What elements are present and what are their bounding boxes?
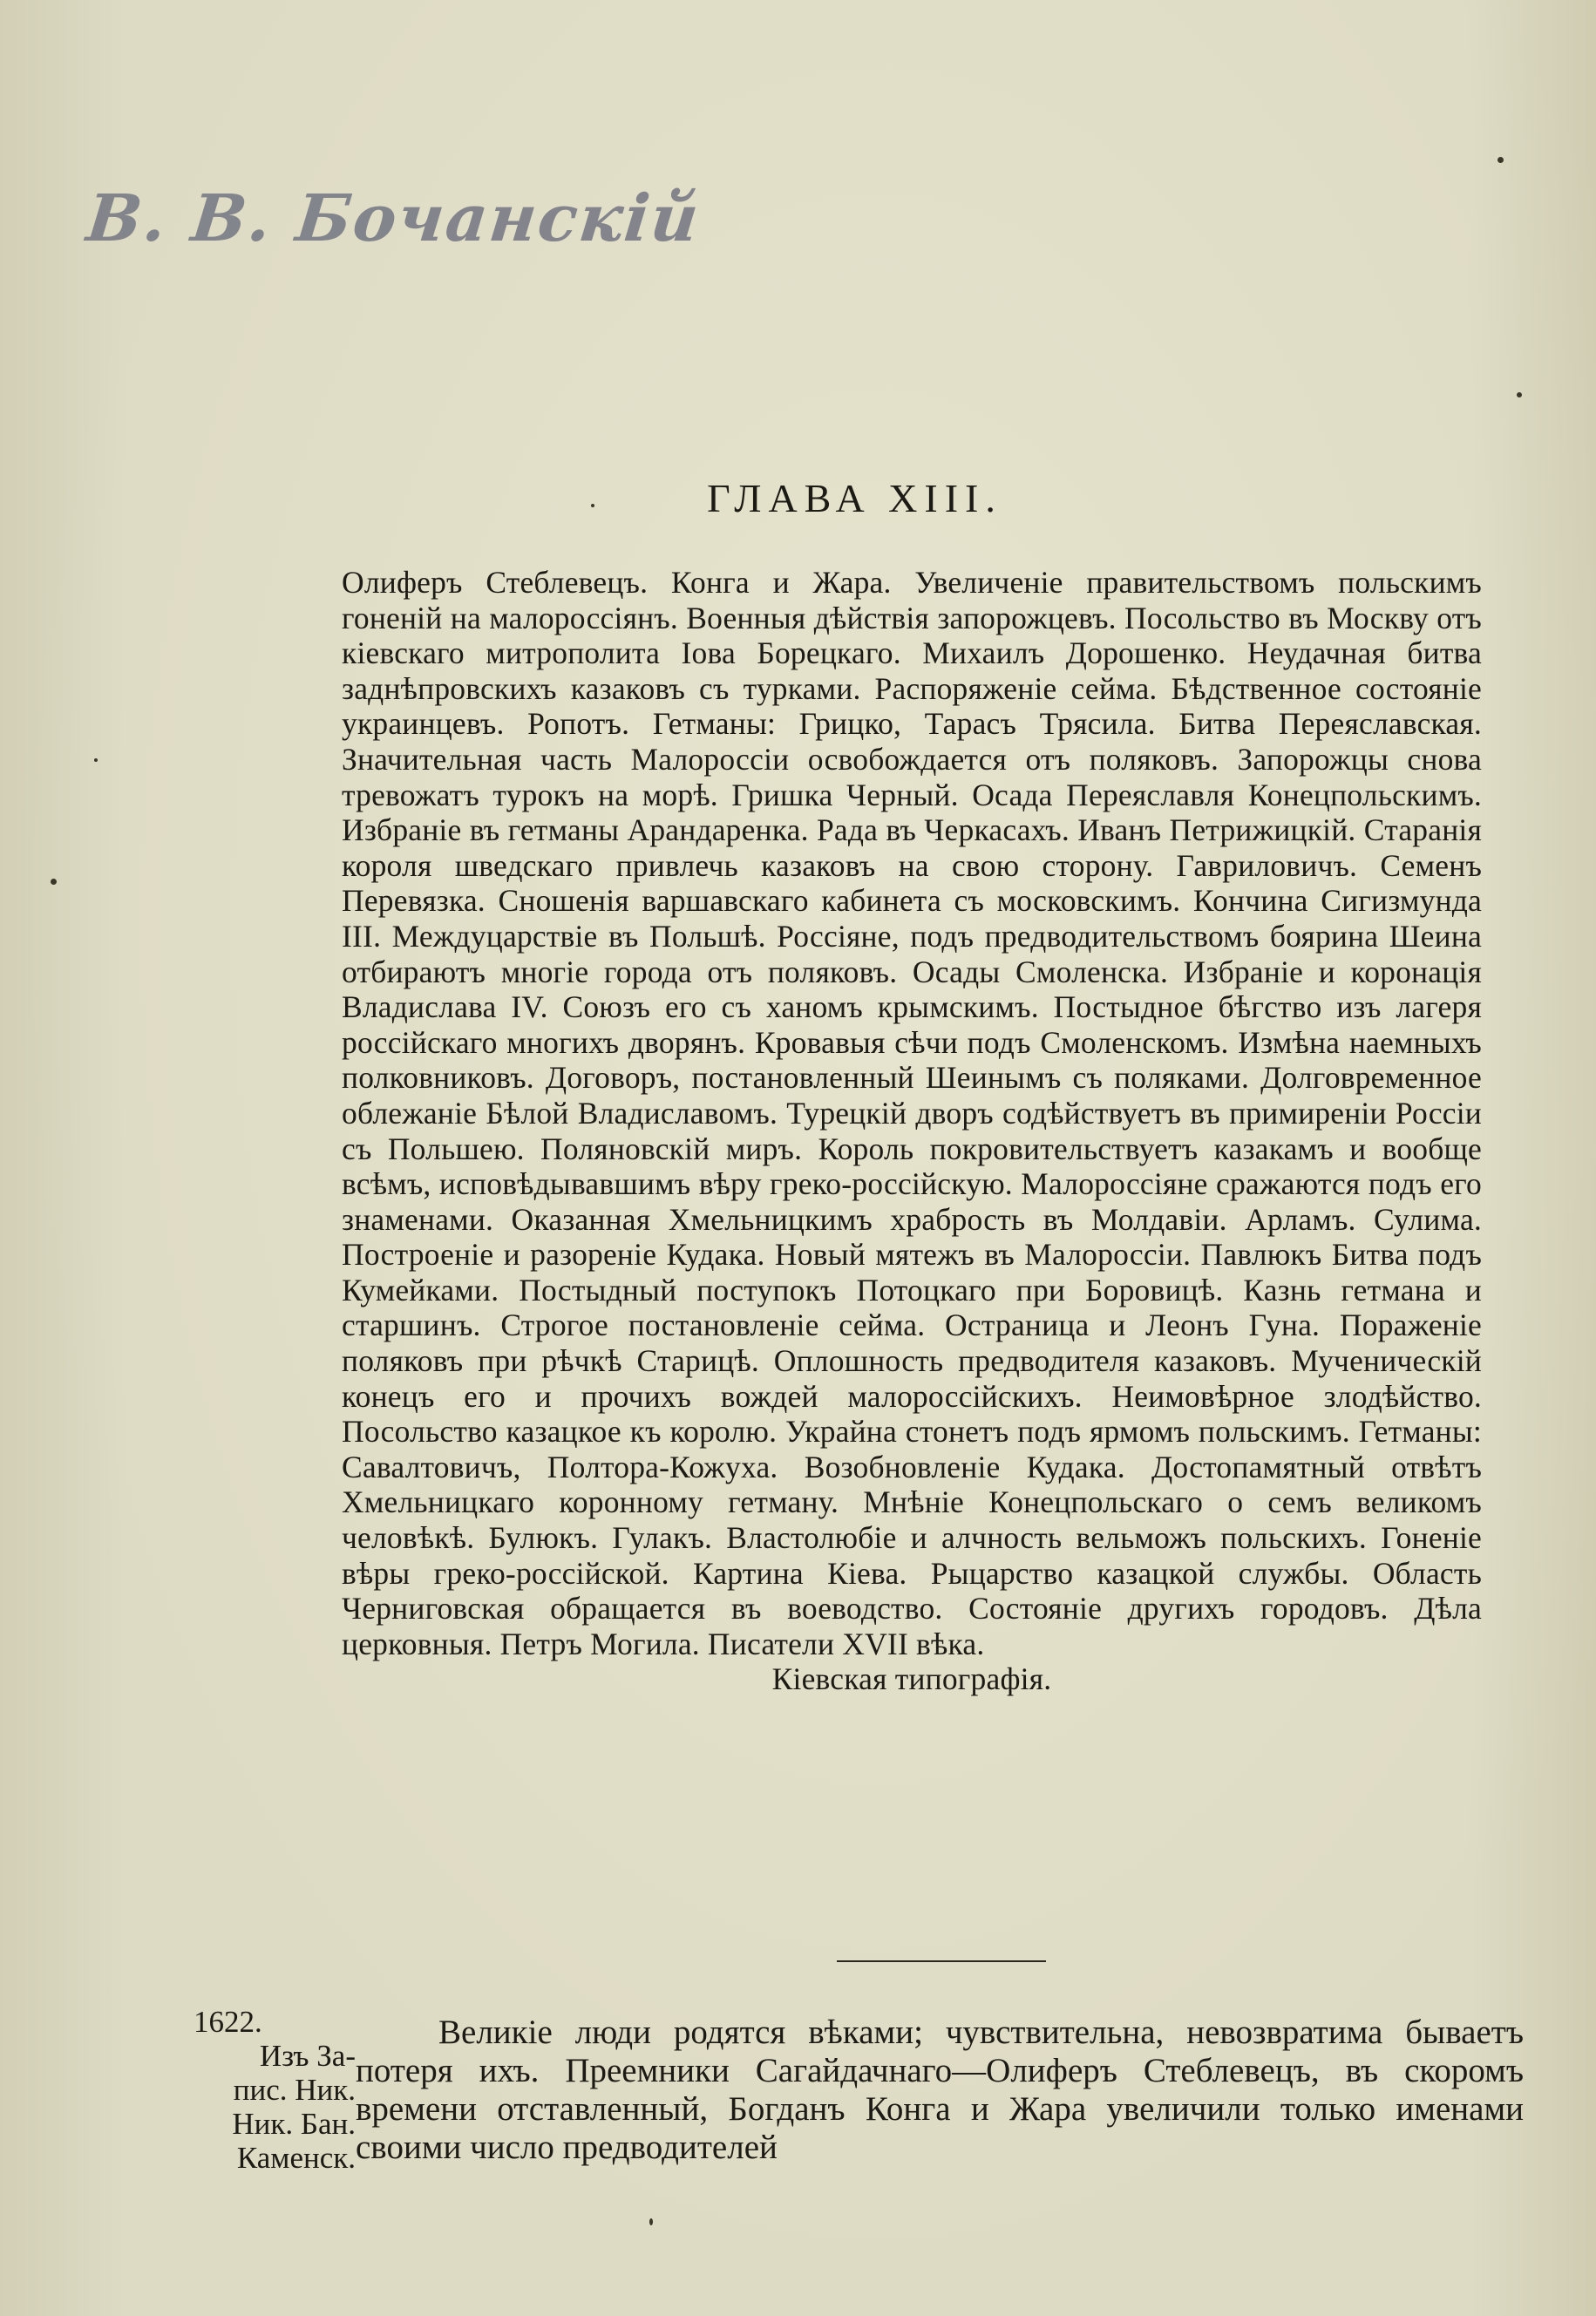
body-paragraph: Великiе люди родятся вѣками; чувствительна, невозвратима бываетъ потеря ихъ. Преемники Сагайдачнаго—Олиферъ Стеблевецъ, въ скоромъ времени отставленный, Богданъ Конга и Жара увеличили только именами своими число предводителей — [356, 2014, 1524, 2166]
chapter-title: ГЛАВА XIII. — [707, 476, 1002, 520]
paper-speck — [94, 758, 98, 762]
margin-line: Ник. Бан. — [232, 2107, 356, 2141]
margin-note — [194, 2005, 356, 2175]
summary-text: Олиферъ Стеблевецъ. Конга и Жара. Увеличенiе правительствомъ польскимъ гоненiй на малороссiянъ. Военныя дѣйствiя запорожцевъ. Посольство въ Москву отъ кiевскаго митрополита Iова Борецкаго. Михаилъ Дорошенко. Неудачная битва заднѣпровскихъ казаковъ съ турками. Распоряженiе сейма. Бѣдственное состоянiе украинцевъ. Ропотъ. Гетманы: Грицко, Тарасъ Трясила. Битва Переяславская. Значительная часть Малороссiи освобождается отъ поляковъ. Запорожцы снова тревожатъ турокъ на морѣ. Гришка Черный. Осада Переяславля Конецпольскимъ. Избранiе въ гетманы Арандаренка. Рада въ Черкасахъ. Иванъ Петрижицкiй. Старанiя короля шведскаго привлечь казаковъ на свою сторону. Гавриловичъ. Семенъ Перевязка. Сношенiя варшавскаго кабинета съ московскимъ. Кончина Сигизмунда III. Междуцарствiе въ Польшѣ. Россiяне, подъ предводительствомъ боярина Шеина отбираютъ многiе города отъ поляковъ. Осады Смоленска. Избранiе и коронацiя Владислава IV. Союзъ его съ ханомъ крымскимъ. Постыдное бѣгство изъ лагеря россiйскаго многихъ дворянъ. Кровавыя сѣчи подъ Смоленскомъ. Измѣна наемныхъ полковниковъ. Договоръ, постановленный Шеинымъ съ поляками. Долговременное облежанiе Бѣлой Владиславомъ. Турецкiй дворъ содѣйствуетъ въ примиренiи Россiи съ Польшею. Поляновскiй миръ. Король покровительствуетъ казакамъ и вообще всѣмъ, исповѣдывавшимъ вѣру греко-россiйскую. Малороссiяне сражаются подъ его знаменами. Оказанная Хмельницкимъ храбрость въ Молдавiи. Арламъ. Сулима. Построенiе и разоренiе Кудака. Новый мятежъ въ Малороссiи. Павлюкъ Битва подъ Кумейками. Постыдный поступокъ Потоцкаго при Боровицѣ. Казнь гетмана и старшинъ. Строгое постановленiе сейма. Остраница и Леонъ Гуна. Пораженiе поляковъ при рѣчкѣ Старицѣ. Оплошность предводителя казаковъ. Мученическiй конецъ его и прочихъ вождей малороссiйскихъ. Неимовѣрное злодѣйство. Посольство казацкое къ королю. Украйна стонетъ подъ ярмомъ польскимъ. Гетманы: Савалтовичъ, Полтора-Кожуха. Возобновленiе Кудака. Достопамятный отвѣтъ Хмельницкаго коронному гетману. Мнѣнiе Конецпольскаго о семъ великомъ человѣкѣ. Булюкъ. Гулакъ. Властолюбiе и алчность вельможъ польскихъ. Гоненiе вѣры греко-россiйской. Картина Кiева. Рыцарство казацкой службы. Область Черниговская обращается въ воеводство. Состоянiе другихъ городовъ. Дѣла церковныя. Петръ Могила. Писатели XVII вѣка. — [342, 565, 1482, 1661]
summary-last-line: Кiевская типографiя. — [771, 1661, 1052, 1697]
margin-year: 1622. — [194, 2005, 262, 2039]
paper-speck — [1517, 392, 1522, 397]
section-divider — [837, 1960, 1046, 1962]
paper-speck — [649, 2218, 653, 2225]
paper-speck — [1498, 157, 1504, 163]
owner-stamp: В. В. Бочанскiй — [83, 181, 704, 256]
margin-line: Каменск. — [236, 2141, 356, 2175]
chapter-summary — [342, 565, 1482, 1697]
paper-speck — [591, 504, 594, 507]
margin-line: Изъ За- — [259, 2039, 356, 2073]
margin-line: пис. Ник. — [233, 2073, 356, 2107]
paper-speck — [51, 879, 57, 885]
